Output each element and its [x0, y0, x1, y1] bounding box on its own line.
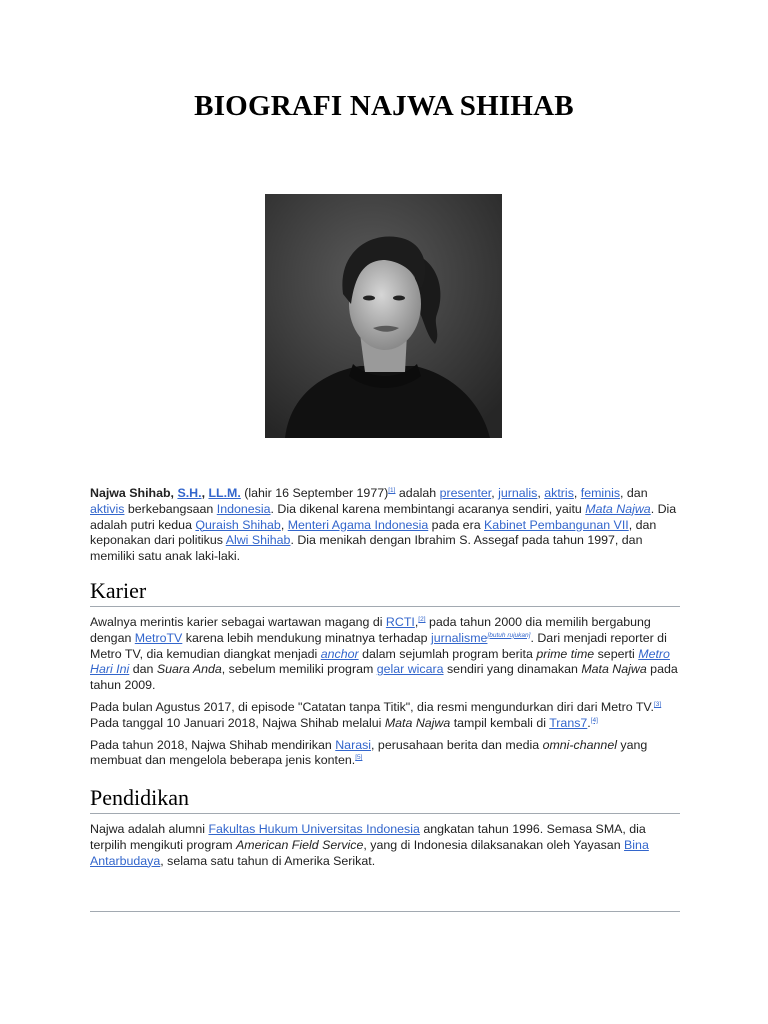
text: pada tahun 2000 dia memilih bergabung dengan — [90, 615, 651, 645]
text: . Dia menikah dengan Ibrahim S. Assegaf pada tahun 1997, dan memiliki satu anak laki-laki. — [90, 533, 643, 564]
link-jurnalisme[interactable]: jurnalisme — [430, 630, 488, 645]
text-afs: American Field Service — [236, 837, 364, 852]
text: (lahir 16 September 1977) — [240, 486, 389, 500]
text-mata-najwa: Mata Najwa — [384, 715, 451, 730]
text: seperti — [594, 646, 639, 661]
text: tampil kembali di — [450, 715, 550, 730]
link-aktivis[interactable]: aktivis — [90, 501, 125, 516]
karier-section — [90, 615, 680, 775]
text: angkatan tahun 1996. Semasa SMA, dia terpilih mengikuti program — [90, 822, 646, 852]
link-indonesia[interactable]: Indonesia — [216, 501, 271, 516]
comma: , — [201, 486, 206, 500]
text: sendiri yang dinamakan — [443, 662, 582, 677]
text: , — [414, 615, 419, 629]
subject-name: Najwa Shihab, — [90, 486, 174, 500]
link-feminis[interactable]: feminis — [580, 486, 621, 500]
text: yang membuat dan mengelola beberapa jenis konten. — [90, 737, 648, 768]
ref-2[interactable]: [2] — [418, 615, 426, 623]
ref-5[interactable]: [5] — [355, 754, 363, 762]
ref-1[interactable]: [1] — [388, 486, 396, 494]
karier-paragraph-3 — [90, 738, 680, 770]
text: , yang di Indonesia dilaksanakan oleh Yayasan — [363, 837, 625, 852]
link-alwi-shihab[interactable]: Alwi Shihab — [225, 533, 291, 548]
text: adalah — [395, 486, 440, 500]
text: karena lebih mendukung minatnya terhadap — [182, 630, 431, 645]
text: Pada tanggal 10 Januari 2018, Najwa Shihab melalui — [90, 715, 385, 730]
link-mata-najwa[interactable]: Mata Najwa — [585, 501, 651, 516]
text: , selama satu tahun di Amerika Serikat. — [160, 853, 376, 868]
link-presenter[interactable]: presenter — [439, 486, 492, 500]
link-fhui[interactable]: Fakultas Hukum Universitas Indonesia — [208, 822, 420, 836]
link-bina-antarbudaya[interactable]: Bina Antarbudaya — [90, 837, 649, 868]
document-title: BIOGRAFI NAJWA SHIHAB — [194, 90, 574, 122]
link-metrotv[interactable]: MetroTV — [134, 630, 183, 645]
text: Pada bulan Agustus 2017, di episode "Catatan tanpa Titik", dia resmi mengundurkan diri dari Metro TV. — [90, 699, 654, 714]
pendidikan-section — [90, 822, 680, 875]
text: dan — [129, 662, 157, 677]
text: dalam sejumlah program berita — [358, 646, 537, 661]
heading-karier: Karier — [90, 578, 680, 607]
citation-needed-note[interactable]: [butuh rujukan] — [487, 631, 531, 639]
link-anchor[interactable]: anchor — [320, 646, 359, 661]
link-rcti[interactable]: RCTI — [385, 615, 415, 629]
text-mata-najwa: Mata Najwa — [581, 662, 647, 677]
link-sh[interactable]: S.H. — [177, 486, 202, 500]
text: . Dia dikenal karena membintangi acaranya sendiri, yaitu — [270, 501, 586, 516]
heading-pendidikan: Pendidikan — [90, 785, 680, 814]
text: Awalnya merintis karier sebagai wartawan magang di — [90, 615, 386, 629]
karier-paragraph-1 — [90, 615, 680, 694]
text-prime-time: prime time — [536, 646, 595, 661]
karier-paragraph-2 — [90, 700, 680, 732]
ref-4[interactable]: [4] — [590, 716, 598, 724]
text: , dan keponakan dari politikus — [90, 517, 657, 548]
text: . Dia adalah putri kedua — [90, 501, 677, 532]
text-suara-anda: Suara Anda — [156, 662, 222, 677]
intro-paragraph — [90, 486, 680, 571]
link-kabinet[interactable]: Kabinet Pembangunan VII — [484, 517, 629, 532]
ref-3[interactable]: [3] — [653, 700, 662, 708]
text: berkebangsaan — [124, 501, 217, 516]
text: , sebelum memiliki program — [221, 662, 377, 677]
divider — [90, 911, 680, 912]
text-omni-channel: omni-channel — [542, 737, 617, 752]
link-menteri-agama[interactable]: Menteri Agama Indonesia — [287, 517, 429, 532]
text: . — [587, 715, 591, 730]
link-trans7[interactable]: Trans7 — [549, 715, 588, 730]
link-metro-hari-ini[interactable]: Metro Hari Ini — [90, 646, 670, 677]
text: , — [280, 517, 288, 532]
text: , — [491, 486, 499, 500]
text: , — [537, 486, 545, 500]
link-narasi[interactable]: Narasi — [335, 737, 372, 752]
link-quraish-shihab[interactable]: Quraish Shihab — [195, 517, 281, 532]
text: , — [573, 486, 581, 500]
pendidikan-paragraph — [90, 822, 680, 869]
link-gelar-wicara[interactable]: gelar wicara — [376, 662, 444, 677]
text: pada tahun 2009. — [90, 662, 678, 693]
link-aktris[interactable]: aktris — [544, 486, 574, 500]
text: , dan — [620, 486, 648, 500]
text: Najwa adalah alumni — [90, 822, 209, 836]
text: pada era — [428, 517, 485, 532]
text: , perusahaan berita dan media — [371, 737, 543, 752]
text: . Dari menjadi reporter di Metro TV, dia kemudian diangkat menjadi — [90, 630, 667, 661]
text: Pada tahun 2018, Najwa Shihab mendirikan — [90, 737, 336, 752]
link-jurnalis[interactable]: jurnalis — [498, 486, 538, 500]
link-llm[interactable]: LL.M. — [208, 486, 241, 500]
portrait-photo — [265, 194, 502, 438]
